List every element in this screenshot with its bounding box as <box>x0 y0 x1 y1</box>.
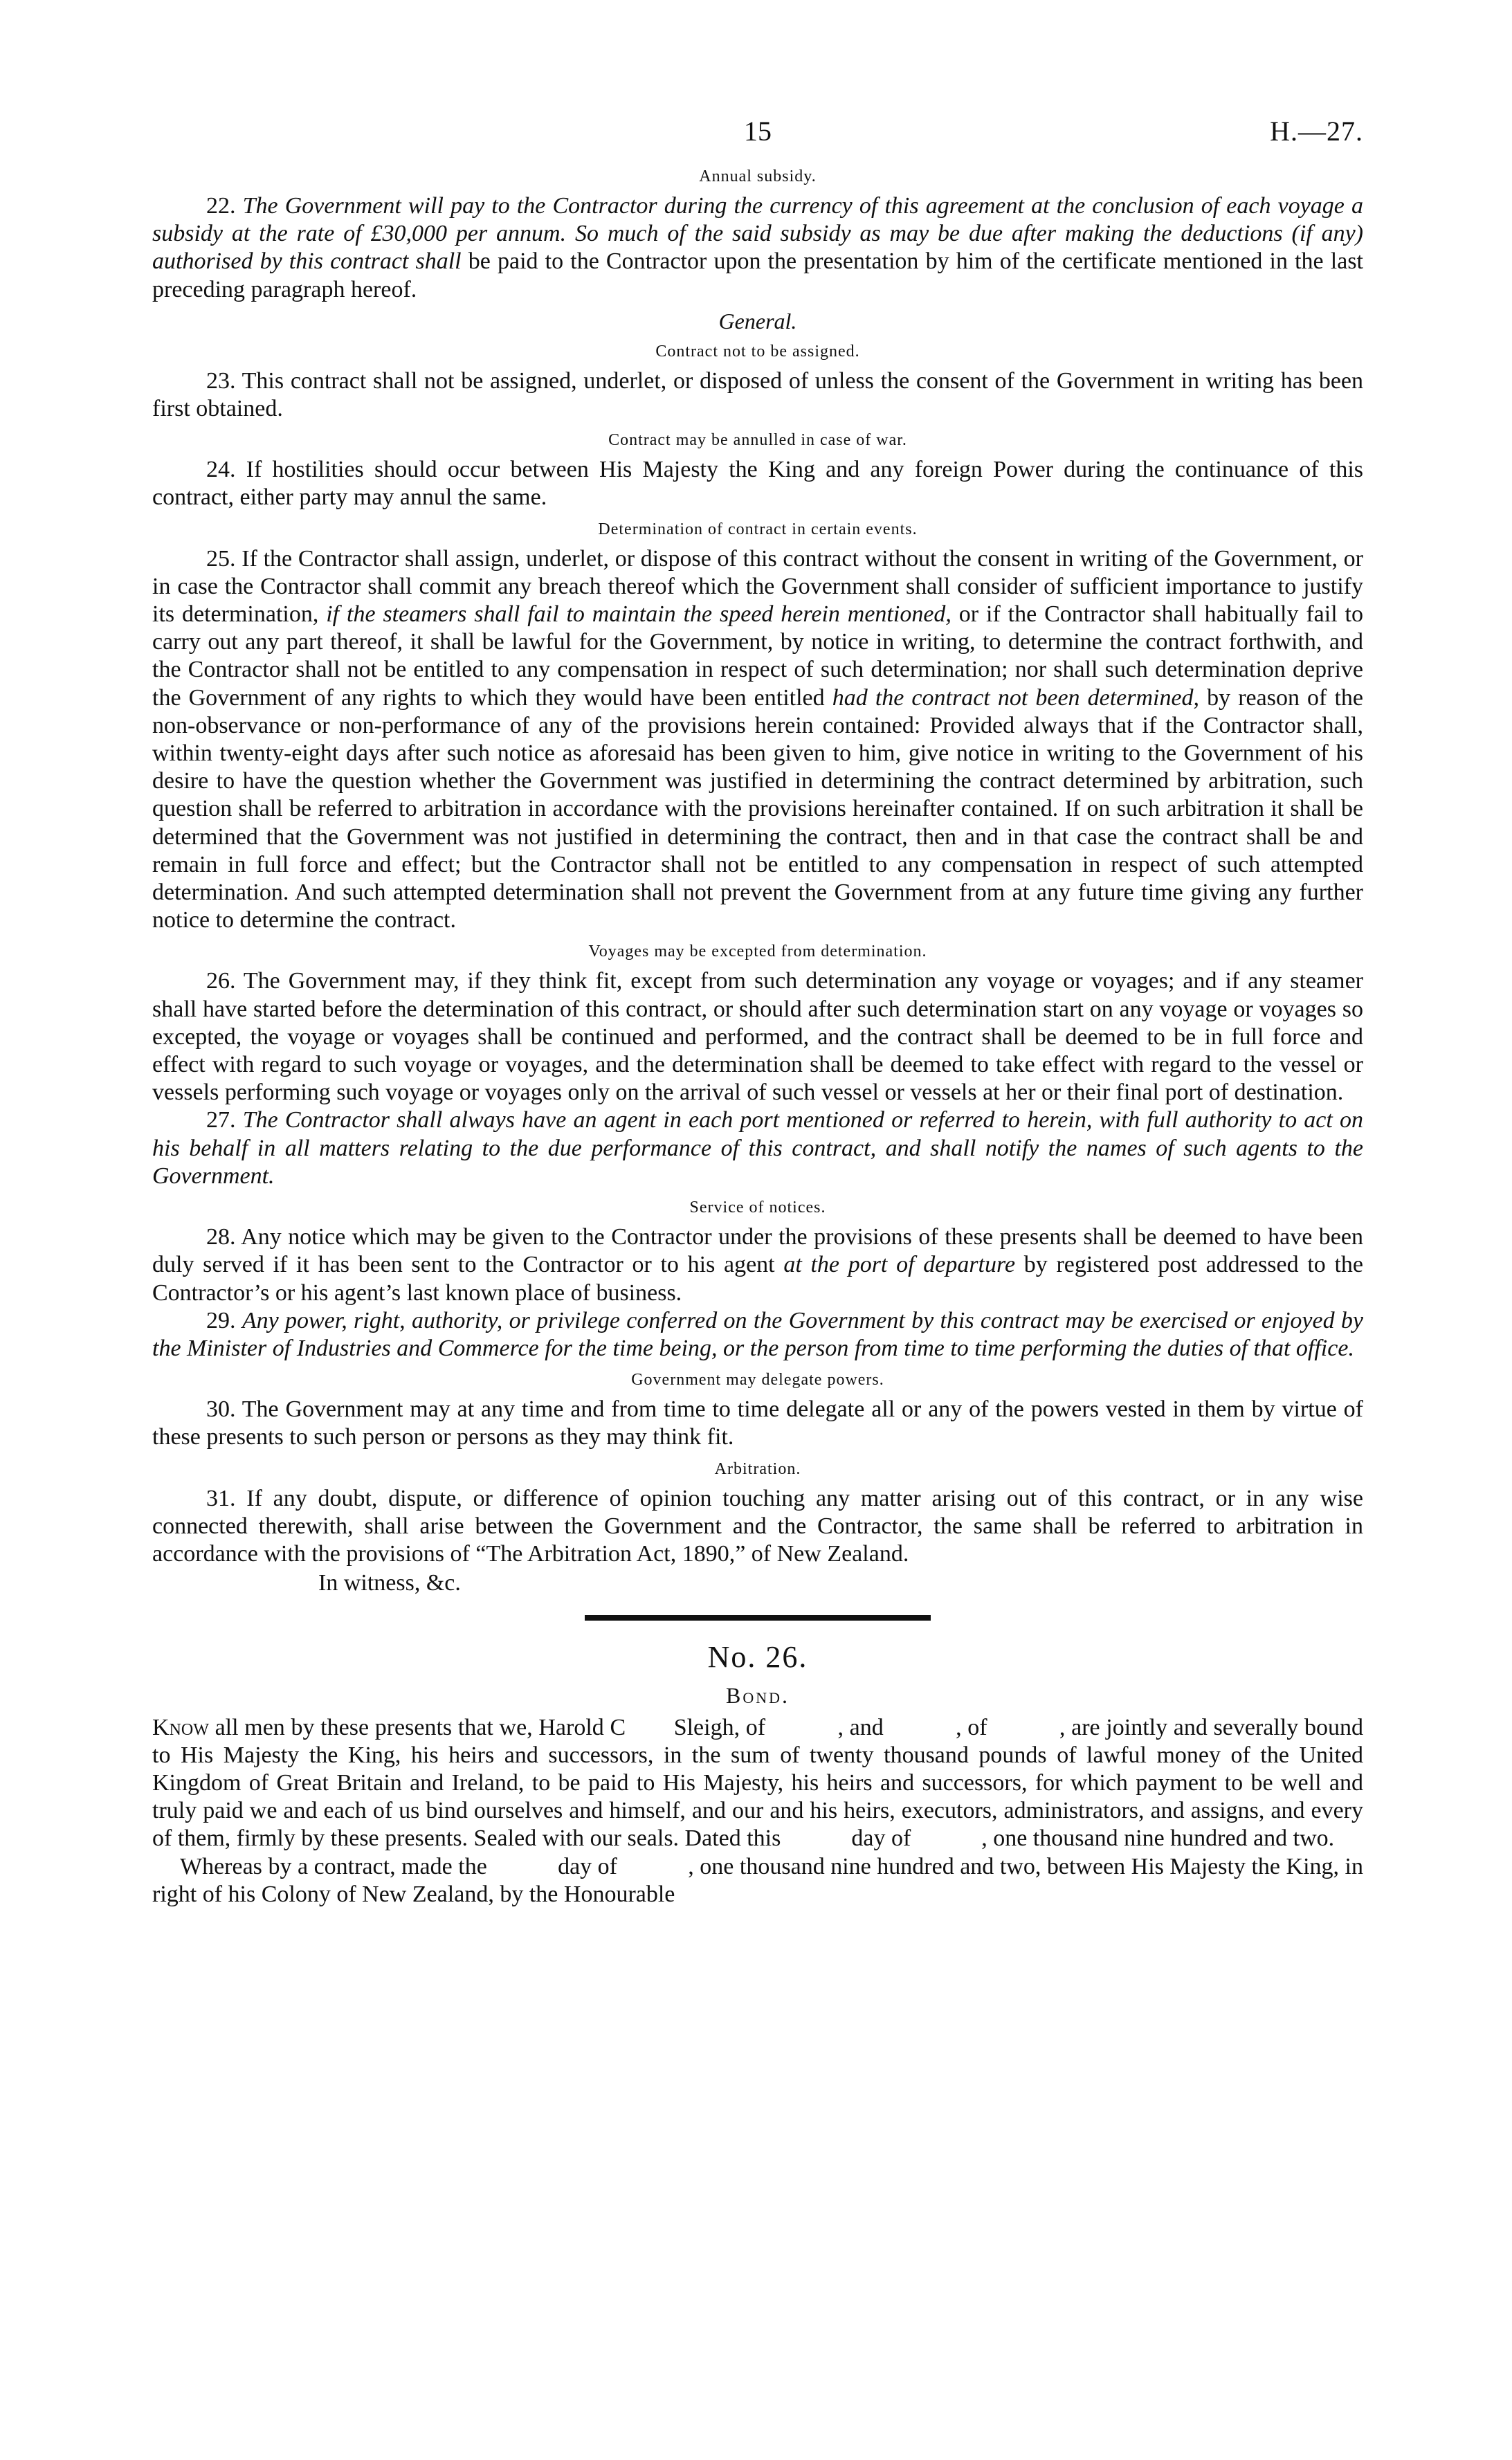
clause-31: 31. If any doubt, dispute, or difference of opinion touching any matter arising out of this contract, or in any wise connected therewith, shall arise between the Government and the Contractor, the same shall be referred to arbitration in accordance with the provisions of “The Arbitration Act, 1890,” of New Zealand. <box>152 1485 1363 1567</box>
clause-22-italic: The Government will pay to the Contractor during the currency of this agreement at the conclusion of each voyage a subsidy at the rate of £30,000 per annum. So much of the said subsidy as may be due after making the deductions (if any) authorised by this contract shall <box>152 193 1363 275</box>
clause-25-text-3: by reason of the non-observance or non-performance of any of the provisions herein contained: Provided always that if the Contractor shall, within twenty-eight days after such notice as aforesaid has been given to him, give notice in writing to the Government of his desire to have the question whether the Government was justified in determining the contract determined by arbitration, such question shall be referred to arbitration in accordance with the provisions hereinafter contained. If on such arbitration it shall be determined that the Government was not justified in determining the contract, then and in that case the contract shall be and remain in full force and effect; but the Contractor shall not be entitled to any compensation in respect of such attempted determination. And such attempted determination shall not prevent the Government from at any future time giving any further notice to determine the contract. <box>152 684 1363 933</box>
bond-lead-word: Know <box>152 1714 209 1740</box>
bond-paragraph-1-text: all men by these presents that we, Harold C Sleigh, of , and , of , are jointly and severally bound to His Majesty the King, his heirs and successors, in the sum of twenty thousand pounds of lawful money of the United Kingdom of Great Britain and Ireland, to be paid to His Majesty, his heirs and successors, for which payment to be well and truly paid we and each of us bind ourselves and himself, and our and his heirs, executors, administrators, and assigns, and every of them, firmly by these presents. Sealed with our seals. Dated this day of , one thousand nine hundred and two. <box>152 1714 1369 1852</box>
clause-28-text-1: 28. Any notice which may be given to the Contractor under the provisions of these presents shall be deemed to have been duly served if it has been sent to the Contractor or to his agent <box>152 1224 1363 1278</box>
clause-27-number: 27. <box>206 1107 243 1133</box>
clause-22 <box>152 192 1363 304</box>
clause-23: 23. This contract shall not be assigned, underlet, or disposed of unless the consent of the Government in writing has been first obtained. <box>152 367 1363 422</box>
clause-25-text-1: 25. If the Contractor shall assign, underlet, or dispose of this contract without the consent in writing of the Government, or in case the Contractor shall commit any breach thereof which the Government shall consider of sufficient importance to justify its determination, <box>152 545 1363 628</box>
clause-28 <box>152 1223 1363 1307</box>
sidenote-delegate-powers: Government may delegate powers. <box>631 1371 884 1390</box>
bond-paragraph-1 <box>152 1714 1369 1853</box>
clause-25-text-2: or if the Contractor shall habitually fail to carry out any part thereof, it shall be lawful for the Government, by notice in writing, to determine the contract forthwith, and the Contractor shall not be entitled to any compensation in respect of such determination; nor shall such determination deprive the Government of any rights to which they would have been entitled <box>152 601 1363 711</box>
bond-paragraph-2: Whereas by a contract, made the day of , one thousand nine hundred and two, between His Majesty the King, in right of his Colony of New Zealand, by the Honourable <box>152 1853 1369 1907</box>
clause-25-italic-1: if the steamers shall fail to maintain the speed herein mentioned, <box>326 601 951 628</box>
in-witness: In witness, &c. <box>318 1570 461 1596</box>
sidenote-annual-subsidy: Annual subsidy. <box>699 167 817 185</box>
sidenote-determination: Determination of contract in certain events. <box>598 520 918 538</box>
clause-24: 24. If hostilities should occur between His Majesty the King and any foreign Power during the continuance of this contract, either party may annul the same. <box>152 457 1363 511</box>
sidenote-voyages-excepted: Voyages may be excepted from determination. <box>588 942 927 961</box>
form-number: No. 26. <box>707 1640 808 1675</box>
sidenote-contract-not-assigned: Contract not to be assigned. <box>655 342 860 361</box>
clause-30: 30. The Government may at any time and from time to time delegate all or any of the powers vested in them by virtue of these presents to such person or persons as they may think fit. <box>152 1396 1363 1450</box>
heading-general: General. <box>718 308 797 334</box>
page-number: 15 <box>744 116 772 147</box>
sidenote-service-notices: Service of notices. <box>689 1199 826 1217</box>
clause-25 <box>152 545 1363 935</box>
clause-25-italic-2: had the contract not been determined, <box>832 684 1200 711</box>
clause-26: 26. The Government may, if they think fit, except from such determination any voyage or voyages; and if any steamer shall have started before the determination of this contract, or should after such determination start on any voyage or voyages so excepted, the voyage or voyages shall be continued and performed, and the contract shall be deemed to be in full force and effect with regard to such voyage or voyages, and the determination shall be deemed to take effect with regard to the vessel or vessels performing such voyage or voyages only on the arrival of such vessel or vessels at her or their final port of destination. <box>152 968 1363 1106</box>
sidenote-annulled-war: Contract may be annulled in case of war. <box>608 431 907 450</box>
clause-28-text-2: by registered post addressed to the Contractor’s or his agent’s last known place of business. <box>152 1252 1364 1306</box>
clause-29-number: 29. <box>206 1307 242 1333</box>
section-divider <box>585 1615 931 1621</box>
clause-27-italic: The Contractor shall always have an agent in each port mentioned or referred to herein, with full authority to act on his behalf in all matters relating to the due performance of this contract, and shall notify the names of such agents to the Government. <box>152 1107 1363 1189</box>
clause-27 <box>152 1106 1363 1190</box>
clause-28-italic: at the port of departure <box>783 1252 1016 1278</box>
page-header <box>152 118 1363 159</box>
clause-22-text: be paid to the Contractor upon the presentation by him of the certificate mentioned in the last preceding paragraph hereof. <box>152 248 1363 302</box>
clause-29 <box>152 1307 1363 1363</box>
clause-22-number: 22. <box>206 193 243 219</box>
document-reference: H.—27. <box>1270 116 1363 147</box>
sidenote-arbitration: Arbitration. <box>714 1459 801 1478</box>
bond-title: Bond. <box>725 1683 790 1709</box>
clause-29-italic: Any power, right, authority, or privilege conferred on the Government by this contract may be exercised or enjoyed by the Minister of Industries and Commerce for the time being, or the person from time to time performing the duties of that office. <box>152 1307 1363 1361</box>
